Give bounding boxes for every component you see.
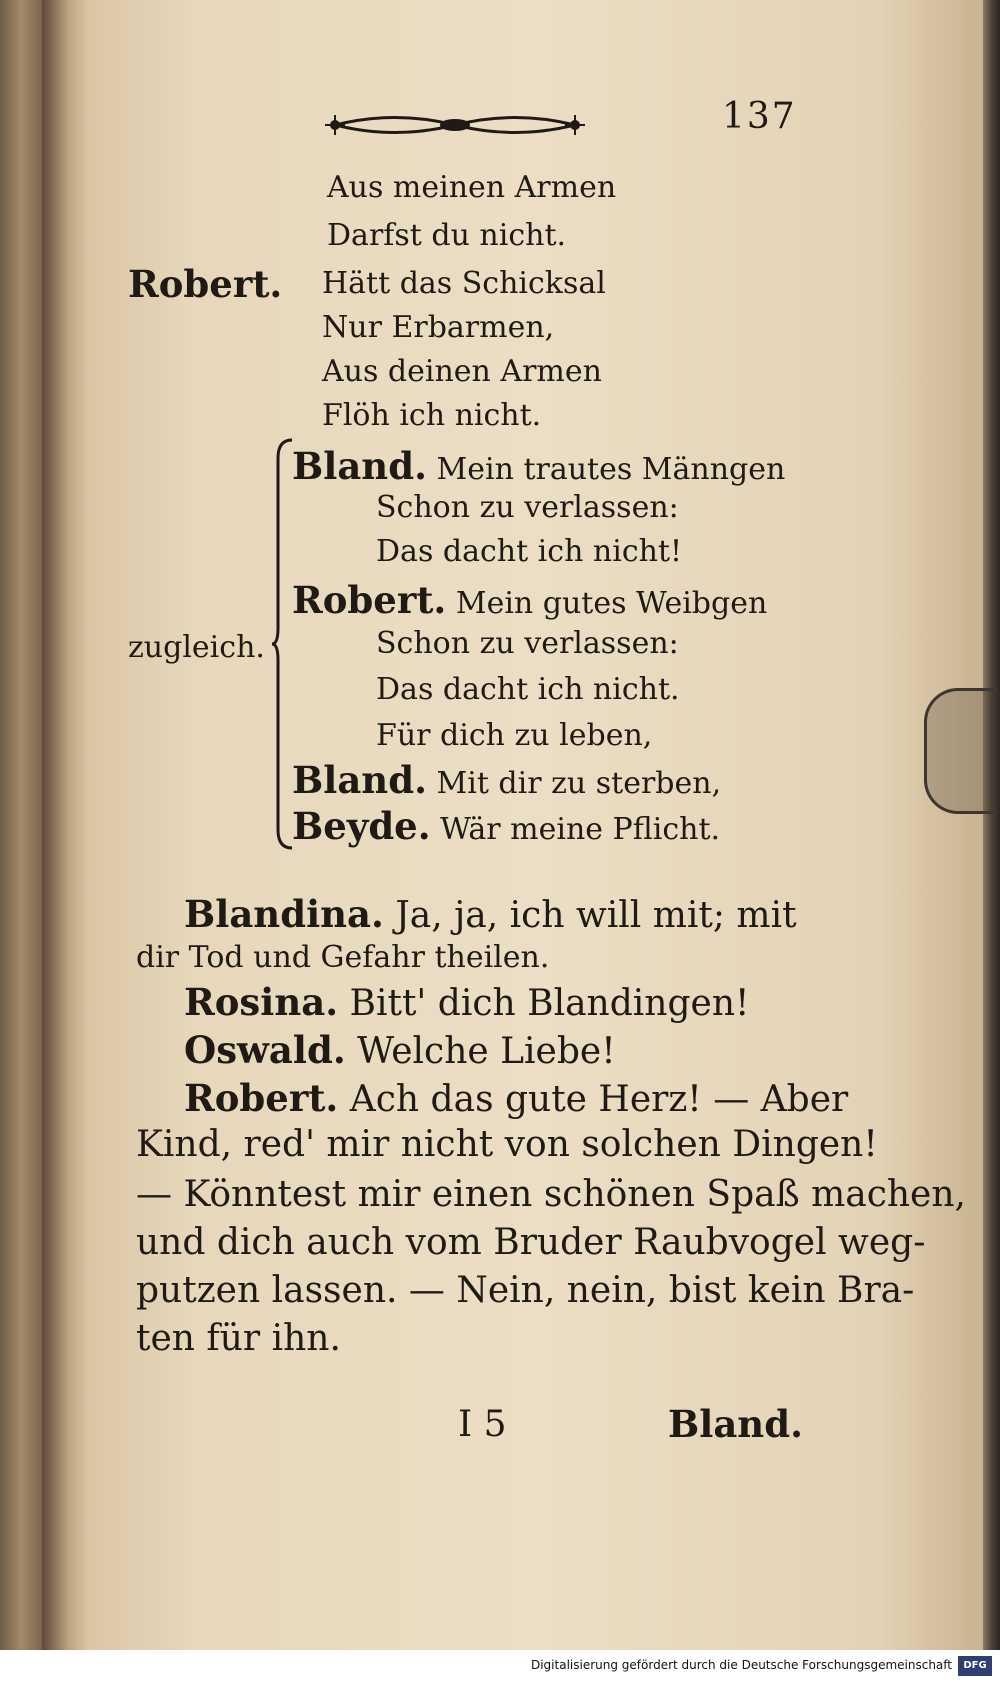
speaker-name: Robert. [184, 1076, 339, 1120]
speaker-name: Blandina. [184, 892, 384, 936]
prose-line: ten für ihn. [136, 1318, 341, 1359]
prose-line: dir Tod und Gefahr theilen. [136, 940, 550, 975]
speaker-name: Beyde. [292, 804, 431, 848]
prose-text: Ja, ja, ich will mit; mit [395, 895, 797, 936]
prose-line [184, 892, 797, 936]
prose-line [184, 1028, 616, 1072]
duet-line: Schon zu verlassen: [376, 490, 679, 525]
catchword: Bland. [668, 1402, 803, 1446]
left-page-edge [0, 0, 42, 1650]
duet-line [292, 444, 785, 488]
duet-line [292, 578, 767, 622]
duet-line: Schon zu verlassen: [376, 626, 679, 661]
speaker-name: Robert. [292, 578, 447, 622]
book-gutter [42, 0, 88, 1650]
prose-line: putzen lassen. — Nein, nein, bist kein Bra- [136, 1270, 915, 1311]
page-clip [924, 688, 997, 814]
speaker-name: Bland. [292, 758, 427, 802]
signature-mark: I 5 [458, 1404, 507, 1445]
prose-text: Bitt' dich Blandingen! [349, 983, 750, 1024]
duet-line: Das dacht ich nicht. [376, 672, 680, 707]
duet-line [292, 804, 720, 848]
duet-line [292, 758, 721, 802]
prose-text: Ach das gute Herz! — Aber [349, 1079, 849, 1120]
speaker-name: Oswald. [184, 1028, 346, 1072]
verse-line: Flöh ich nicht. [322, 398, 542, 433]
prose-line: Kind, red' mir nicht von solchen Dingen! [136, 1124, 878, 1165]
verse-line: Darfst du nicht. [327, 218, 567, 253]
prose-line [184, 980, 750, 1024]
page-fore-edge [983, 0, 1000, 1650]
prose-line: und dich auch vom Bruder Raubvogel weg- [136, 1222, 926, 1263]
duet-text: Wär meine Pflicht. [440, 812, 721, 847]
speaker-name: Rosina. [184, 980, 339, 1024]
ornament-icon [325, 108, 585, 142]
prose-line: — Könntest mir einen schönen Spaß machen, [136, 1174, 966, 1215]
funding-credit: Digitalisierung gefördert durch die Deutsche Forschungsgemeinschaft [530, 1658, 952, 1672]
duet-text: Mit dir zu sterben, [436, 766, 722, 801]
duet-text: Mein trautes Männgen [436, 452, 786, 487]
prose-line [184, 1076, 848, 1120]
duet-line: Das dacht ich nicht! [376, 534, 683, 569]
verse-line: Nur Erbarmen, [322, 310, 555, 345]
verse-line: Aus deinen Armen [322, 354, 602, 389]
speaker-name: Bland. [292, 444, 427, 488]
prose-text: Welche Liebe! [357, 1031, 616, 1072]
speaker-name: Robert. [128, 262, 283, 306]
footer-bar [0, 1650, 1000, 1683]
duet-line: Für dich zu leben, [376, 718, 653, 753]
verse-line: Aus meinen Armen [327, 170, 617, 205]
page-number: 137 [722, 96, 797, 137]
dfg-logo-icon: DFG [958, 1656, 992, 1676]
verse-line: Hätt das Schicksal [322, 266, 606, 301]
together-label: zugleich. [128, 630, 265, 665]
duet-text: Mein gutes Weibgen [455, 586, 768, 621]
